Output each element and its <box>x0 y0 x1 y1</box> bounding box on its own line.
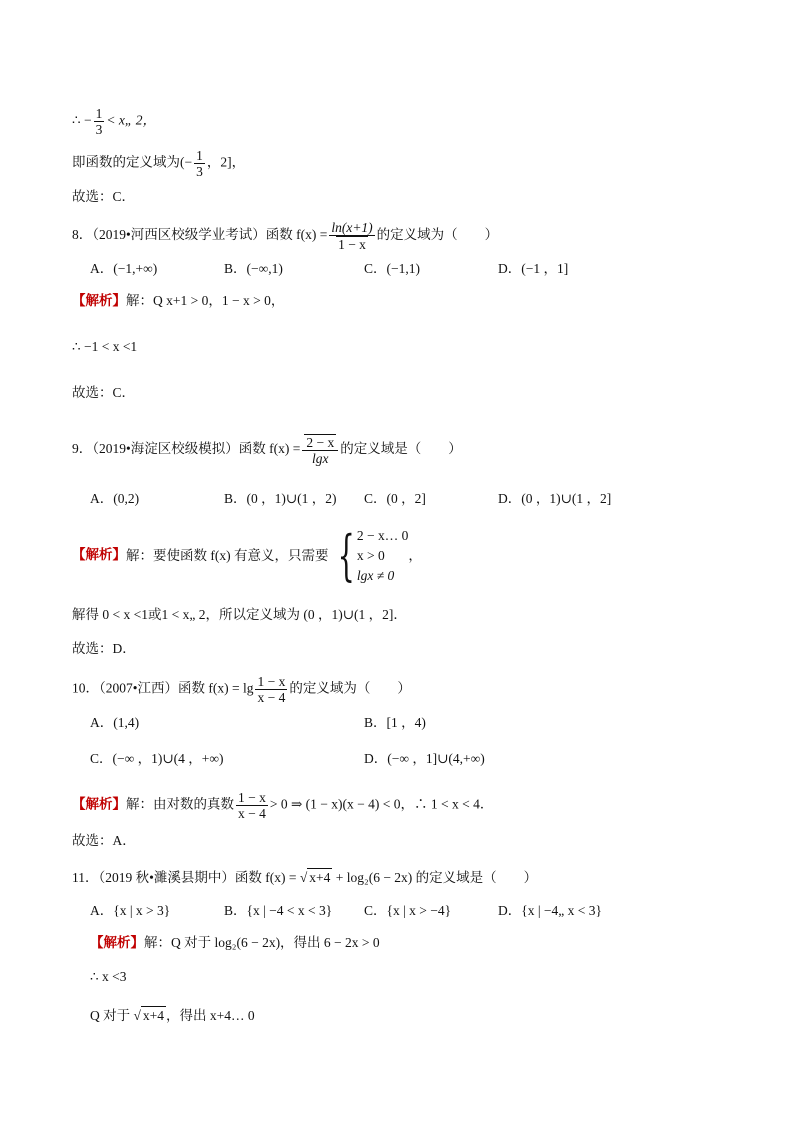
equation-system: { 2 − x… 0 x > 0 lgx ≠ 0 <box>337 524 409 587</box>
question-10-stem: 10．（2007•江西）函数 f(x) = lg $\frac{1 - x}{x - 4}$ 的定义域为（ ） <box>72 674 411 705</box>
question-8-option-b: B．(−∞,1) <box>224 261 283 276</box>
analysis-tag: 【解析】 <box>72 547 126 563</box>
question-11-solution-line-2: ∴ x <3 <box>90 969 127 984</box>
fraction: $\frac{2 - x}{\lg x}$ <box>302 434 338 466</box>
question-9-option-a: A．(0,2) <box>90 491 140 506</box>
analysis-tag: 【解析】 <box>72 796 126 812</box>
question-9-solution-line-2: 解得 0 < x <1或1 < x„ 2，所以定义域为 (0 ，1)∪(1 ，2]． <box>72 607 407 622</box>
fraction: $\frac{1 - x}{x - 4}$ <box>238 790 266 821</box>
question-10-option-d: D．(−∞ ，1]∪(4,+∞) <box>364 751 485 766</box>
question-8-answer: 故选：C． <box>72 385 136 400</box>
question-10-solution: 【解析】解：由对数的真数 $\frac{1 - x}{x - 4}$ > 0 ⇒ (1 − x)(x − 4) < 0，∴ 1 < x < 4． <box>72 790 494 821</box>
question-9-option-c: C．(0 ，2] <box>364 491 426 506</box>
question-9-stem: 9．（2019•海淀区校级模拟）函数 f(x) = $\frac{2 - x}{\lg x}$ 的定义域是（ ） <box>72 435 462 466</box>
analysis-tag: 【解析】 <box>90 935 144 950</box>
fraction: $\frac{1 - x}{x - 4}$ <box>257 674 286 705</box>
question-11-option-d: D．{x | −4„ x < 3} <box>498 903 603 918</box>
question-8-option-a: A．(−1,+∞) <box>90 261 158 276</box>
question-11-option-b: B．{x | −4 < x < 3} <box>224 903 333 918</box>
question-10-answer: 故选：A． <box>72 833 136 848</box>
question-10-option-a: A．(1,4) <box>90 715 140 730</box>
question-8-option-d: D．(−1 ，1] <box>498 261 569 276</box>
fraction: $\frac{1}{3}$ <box>196 148 203 179</box>
question-10-option-b: B．[1 ，4) <box>364 715 426 730</box>
question-11-option-c: C．{x | x > −4} <box>364 903 452 918</box>
question-8-solution: 【解析】解：Q x+1 > 0，1 − x > 0， <box>72 293 285 308</box>
analysis-tag: 【解析】 <box>72 293 126 308</box>
question-8-option-c: C．(−1,1) <box>364 261 420 276</box>
prev-solution-line-1: ∴ − $\frac{1}{3}$ < x„ 2， <box>72 106 156 137</box>
question-8-solution-line-2: ∴ −1 < x <1 <box>72 339 138 354</box>
question-9-solution: 【解析】解：要使函数 f(x) 有意义，只需要 { 2 − x… 0 x > 0 lgx ≠ 0 ， <box>72 524 422 587</box>
question-11-solution-line-3: Q 对于 √ x+4 ，得出 x+4… 0 <box>90 1008 255 1023</box>
question-9-answer: 故选：D． <box>72 641 136 656</box>
question-8-stem: 8．（2019•河西区校级学业考试）函数 f(x) = $\frac{\ln(x+1)}{1 - x}$ 的定义域为（ ） <box>72 220 499 252</box>
fraction: $\frac{1}{3}$ <box>95 106 103 137</box>
prev-answer: 故选：C． <box>72 189 136 204</box>
question-11-option-a: A．{x | x > 3} <box>90 903 171 918</box>
question-9-option-b: B．(0 ，1)∪(1 ，2) <box>224 491 337 506</box>
question-11-stem: 11．（2019 秋•濉溪县期中）函数 f(x) = √ x+4 + log₂(6 − 2x) 的定义域是（ ） <box>72 870 538 885</box>
question-9-option-d: D．(0 ，1)∪(1 ，2] <box>498 491 612 506</box>
prev-solution-line-2: 即函数的定义域为(− $\frac{1}{3}$ ，2]， <box>72 148 246 179</box>
fraction: $\frac{\ln(x+1)}{1 - x}$ <box>331 220 373 252</box>
question-10-option-c: C．(−∞ ，1)∪(4 ，+∞) <box>90 751 224 766</box>
question-11-solution: 【解析】解：Q 对于 log₂(6 − 2x)，得出 6 − 2x > 0 <box>90 935 380 950</box>
